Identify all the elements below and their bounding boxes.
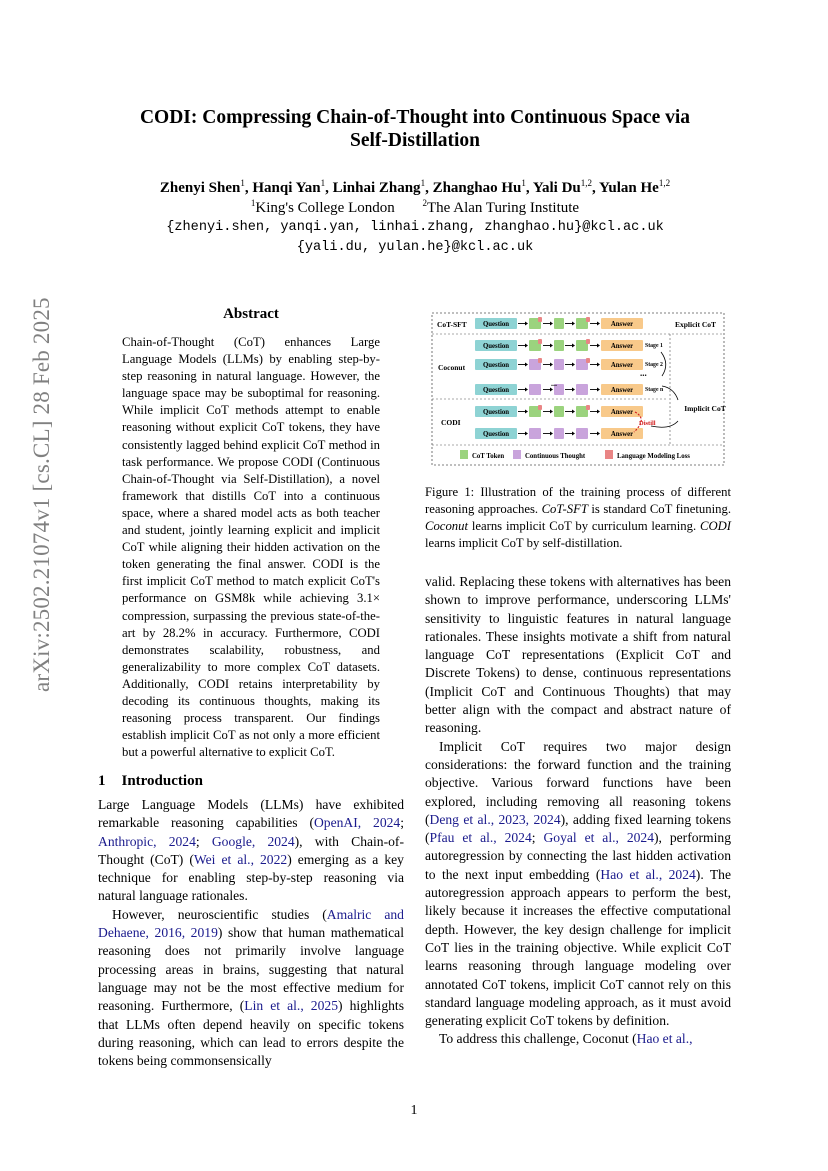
right-column-body	[425, 573, 731, 1049]
section-title: Introduction	[121, 773, 203, 789]
citation-link[interactable]: Google, 2024	[211, 833, 295, 849]
question-label: Question	[482, 343, 510, 350]
flow-arrow-head	[597, 344, 600, 348]
title-line-1: CODI: Compressing Chain-of-Thought into Continuous Space via	[139, 107, 691, 128]
left-column-body	[98, 796, 404, 1070]
row-label-codi: CODI	[441, 418, 461, 427]
thought-token	[576, 384, 588, 395]
flow-arrow-head	[572, 363, 575, 367]
loss-marker	[538, 358, 542, 363]
affiliation-2: The Alan Turing Institute	[427, 200, 580, 216]
author-affiliation-marker: 1	[240, 178, 245, 188]
citation-link[interactable]: Anthropic, 2024	[98, 833, 196, 849]
intro-paragraph-5: To address this challenge, Coconut (Hao et al.,	[439, 1031, 693, 1047]
figure-1-diagram	[430, 312, 726, 468]
flow-arrow-head	[525, 432, 528, 436]
section-number: 1	[98, 773, 106, 789]
figure-legend	[460, 450, 690, 460]
stage-label: Stage 2	[645, 362, 663, 368]
page-number: 1	[410, 1103, 418, 1118]
flow-arrow-head	[525, 322, 528, 326]
intro-paragraph-1: Large Language Models (LLMs) have exhibited remarkable reasoning capabilities (OpenAI, 2024; Anthropic, 2024; Google, 2024), with Chain-of-Thought (CoT) (Wei et al., 2022) emerging as a key technique for enabling step-by-step reasoning via natural language rationales.	[98, 797, 404, 904]
email-line-1[interactable]: {zhenyi.shen, yanqi.yan, linhai.zhang, zhanghao.hu}@kcl.ac.uk	[166, 220, 664, 235]
author-name: Linhai Zhang	[332, 180, 421, 196]
answer-label: Answer	[610, 409, 634, 416]
thought-token	[529, 384, 541, 395]
flow-arrow-head	[525, 363, 528, 367]
flow-arrow-head	[550, 432, 553, 436]
email-line-2[interactable]: {yali.du, yulan.he}@kcl.ac.uk	[296, 240, 534, 255]
arxiv-sidebar-id: arXiv:2502.21074v1 [cs.CL] 28 Feb 2025	[29, 297, 54, 692]
flow-arrow-head	[525, 410, 528, 414]
flow-arrow-head	[550, 388, 553, 392]
author-affiliation-marker: 1	[420, 178, 426, 188]
flow-arrow-head	[550, 410, 553, 414]
flow-arrow-head	[572, 344, 575, 348]
flow-arrow-head	[550, 363, 553, 367]
intro-paragraph-4: Implicit CoT requires two major design considerations: the forward function and the training objective. Various forward functions have been explored, including removing all reasoning tokens (Deng et al., 2023, 2024), adding fixed learning tokens (Pfau et al., 2024; Goyal et al., 2024), performing autoregression by connecting the last hidden activation to the next input embedding (Hao et al., 2024). The autoregression approach appears to perform the best, likely because it increases the effective computational depth. However, the key design challenge for implicit CoT lies in the training objective. While explicit CoT learns reasoning through language modeling over annotated CoT tokens, implicit CoT cannot rely on this standard language modeling approach, as it must avoid generating explicit CoT tokens by definition.	[425, 738, 731, 1029]
affiliation-1: King's College London	[255, 200, 395, 216]
abstract-heading: Abstract	[223, 306, 279, 322]
answer-label: Answer	[610, 362, 634, 369]
flow-arrow-head	[572, 322, 575, 326]
citation-link[interactable]: Hao et al.,	[636, 1031, 693, 1047]
citation-link[interactable]: Lin et al., 2025	[244, 998, 338, 1014]
citation-link[interactable]: Deng et al., 2023, 2024	[429, 811, 561, 827]
figure-1-caption: Figure 1: Illustration of the training process of different reasoning approaches. CoT-SFT is standard CoT finetuning. Coconut learns implicit CoT by curriculum learning. CODI learns implicit CoT by self-distillation.	[425, 485, 731, 551]
affiliation-2-marker: 2	[422, 198, 427, 208]
answer-label: Answer	[610, 431, 634, 438]
flow-arrow-head	[597, 363, 600, 367]
flow-arrow-head	[525, 388, 528, 392]
flow-arrow-head	[597, 322, 600, 326]
thought-token	[554, 359, 564, 370]
author-name: Hanqi Yan	[252, 180, 321, 196]
stage-dots: ...	[640, 368, 647, 378]
title-line-2: Self-Distillation	[350, 130, 480, 151]
flow-arrow-head	[597, 410, 600, 414]
question-label: Question	[482, 431, 510, 438]
row-label-cot-sft: CoT-SFT	[437, 320, 467, 329]
stage-to-implicit-arrow	[662, 386, 678, 400]
thought-token	[554, 428, 564, 439]
citation-link[interactable]: Goyal et al., 2024	[543, 830, 655, 846]
affiliations	[100, 198, 730, 218]
author-affiliation-marker: 1,2	[658, 178, 671, 188]
loss-marker	[586, 358, 590, 363]
loss-marker	[538, 405, 542, 410]
flow-arrow-head	[525, 344, 528, 348]
flow-arrow-head	[572, 410, 575, 414]
author-name: Zhanghao Hu	[432, 180, 522, 196]
distill-label: Distill	[639, 420, 656, 427]
legend-label: CoT Token	[472, 453, 505, 460]
intro-paragraph-2: However, neuroscientific studies (Amalric and Dehaene, 2016, 2019) show that human mathematical reasoning does not primarily involve language processing areas in brains, suggesting that natural language may not be the most effective medium for reasoning. Furthermore, (Lin et al., 2025) highlights that LLMs often depend heavily on specific tokens during reasoning, which can lead to errors despite the tokens being commonsensically	[98, 906, 404, 1069]
citation-link[interactable]: Hao et al., 2024	[600, 866, 696, 882]
loss-marker	[586, 405, 590, 410]
author-name: Yulan He	[598, 180, 659, 196]
flow-arrow-head	[597, 432, 600, 436]
citation-link[interactable]: Amalric and Dehaene, 2016, 2019	[98, 906, 404, 941]
flow-arrow-head	[572, 388, 575, 392]
loss-marker	[586, 339, 590, 344]
loss-marker	[586, 317, 590, 322]
citation-link[interactable]: Wei et al., 2022	[193, 851, 288, 867]
flow-arrow-head	[597, 388, 600, 392]
thought-token	[554, 318, 564, 329]
answer-label: Answer	[610, 343, 634, 350]
intro-paragraph-3: valid. Replacing these tokens with alternatives has been shown to improve performance, underscoring LLMs' sensitivity to linguistic features in natural language rationales. These insights motivate a shift from natural language CoT representations (Explicit CoT and Discrete Tokens) to dense, continuous representations (Implicit CoT and Continuous Thoughts) that may better align with the compact and abstract nature of reasoning.	[425, 574, 731, 736]
thought-token	[554, 340, 564, 351]
implicit-cot-label: Implicit CoT	[684, 404, 726, 413]
author-affiliation-marker: 1,2	[580, 178, 592, 188]
thought-token	[529, 428, 541, 439]
row-dots: ...	[551, 379, 557, 388]
question-label: Question	[482, 362, 510, 369]
stage-label: Stage 1	[645, 343, 663, 349]
author-affiliation-marker: 1	[320, 178, 326, 188]
legend-label: Language Modeling Loss	[617, 453, 690, 460]
flow-arrow-head	[550, 322, 553, 326]
affiliation-1-marker: 1	[250, 198, 256, 208]
answer-label: Answer	[610, 321, 634, 328]
loss-marker	[538, 339, 542, 344]
thought-token	[576, 428, 588, 439]
flow-arrow-head	[572, 432, 575, 436]
paper-title	[100, 106, 730, 152]
abstract-text: Chain-of-Thought (CoT) enhances Large Language Models (LLMs) by enabling step-by-step reasoning in natural language. However, the language space may be suboptimal for reasoning. While implicit CoT methods attempt to enable reasoning without explicit CoT tokens, they have consistently lagged behind explicit CoT method in task performance. We propose CODI (Continuous Chain-of-Thought via Self-Distillation), a novel framework that distills CoT into a continuous space, where a shared model acts as both teacher and student, jointly learning explicit and implicit CoT while aligning their hidden activation on the token generating the final answer. CODI is the first implicit CoT method to match explicit CoT's performance on GSM8k while achieving 3.1× compression, surpassing the previous state-of-the-art by 28.2% in accuracy. Furthermore, CODI demonstrates scalability, robustness, and generalizability to more complex CoT datasets. Additionally, CODI retains interpretability by decoding its continuous thoughts, making its reasoning process transparent. Our findings establish implicit CoT as not only a more efficient but a powerful alternative to explicit CoT.	[122, 335, 380, 760]
citation-link[interactable]: Pfau et al., 2024	[429, 830, 532, 846]
author-affiliation-marker: 1	[521, 178, 526, 188]
citation-link[interactable]: OpenAI, 2024	[313, 815, 401, 831]
section-heading-introduction	[98, 773, 203, 790]
row-label-coconut: Coconut	[438, 363, 466, 372]
question-label: Question	[482, 409, 510, 416]
legend-swatch	[460, 450, 468, 459]
author-name: Yali Du	[532, 180, 581, 196]
author-list: Zhenyi Shen$^1$, Hanqi Yan$^1$, Linhai Zhang$^1$, Zhanghao Hu$^1$, Yali Du$^{1,2}$, Yulan He$^{1,2}$	[159, 178, 671, 196]
legend-swatch	[605, 450, 613, 459]
answer-label: Answer	[610, 387, 634, 394]
flow-arrow-head	[550, 344, 553, 348]
question-label: Question	[482, 387, 510, 394]
explicit-cot-label: Explicit CoT	[675, 320, 717, 329]
stage-label: Stage n	[645, 387, 664, 393]
loss-marker	[538, 317, 542, 322]
thought-token	[554, 406, 564, 417]
legend-label: Continuous Thought	[525, 453, 586, 460]
legend-swatch	[513, 450, 521, 459]
author-name: Zhenyi Shen	[159, 180, 241, 196]
question-label: Question	[482, 321, 510, 328]
